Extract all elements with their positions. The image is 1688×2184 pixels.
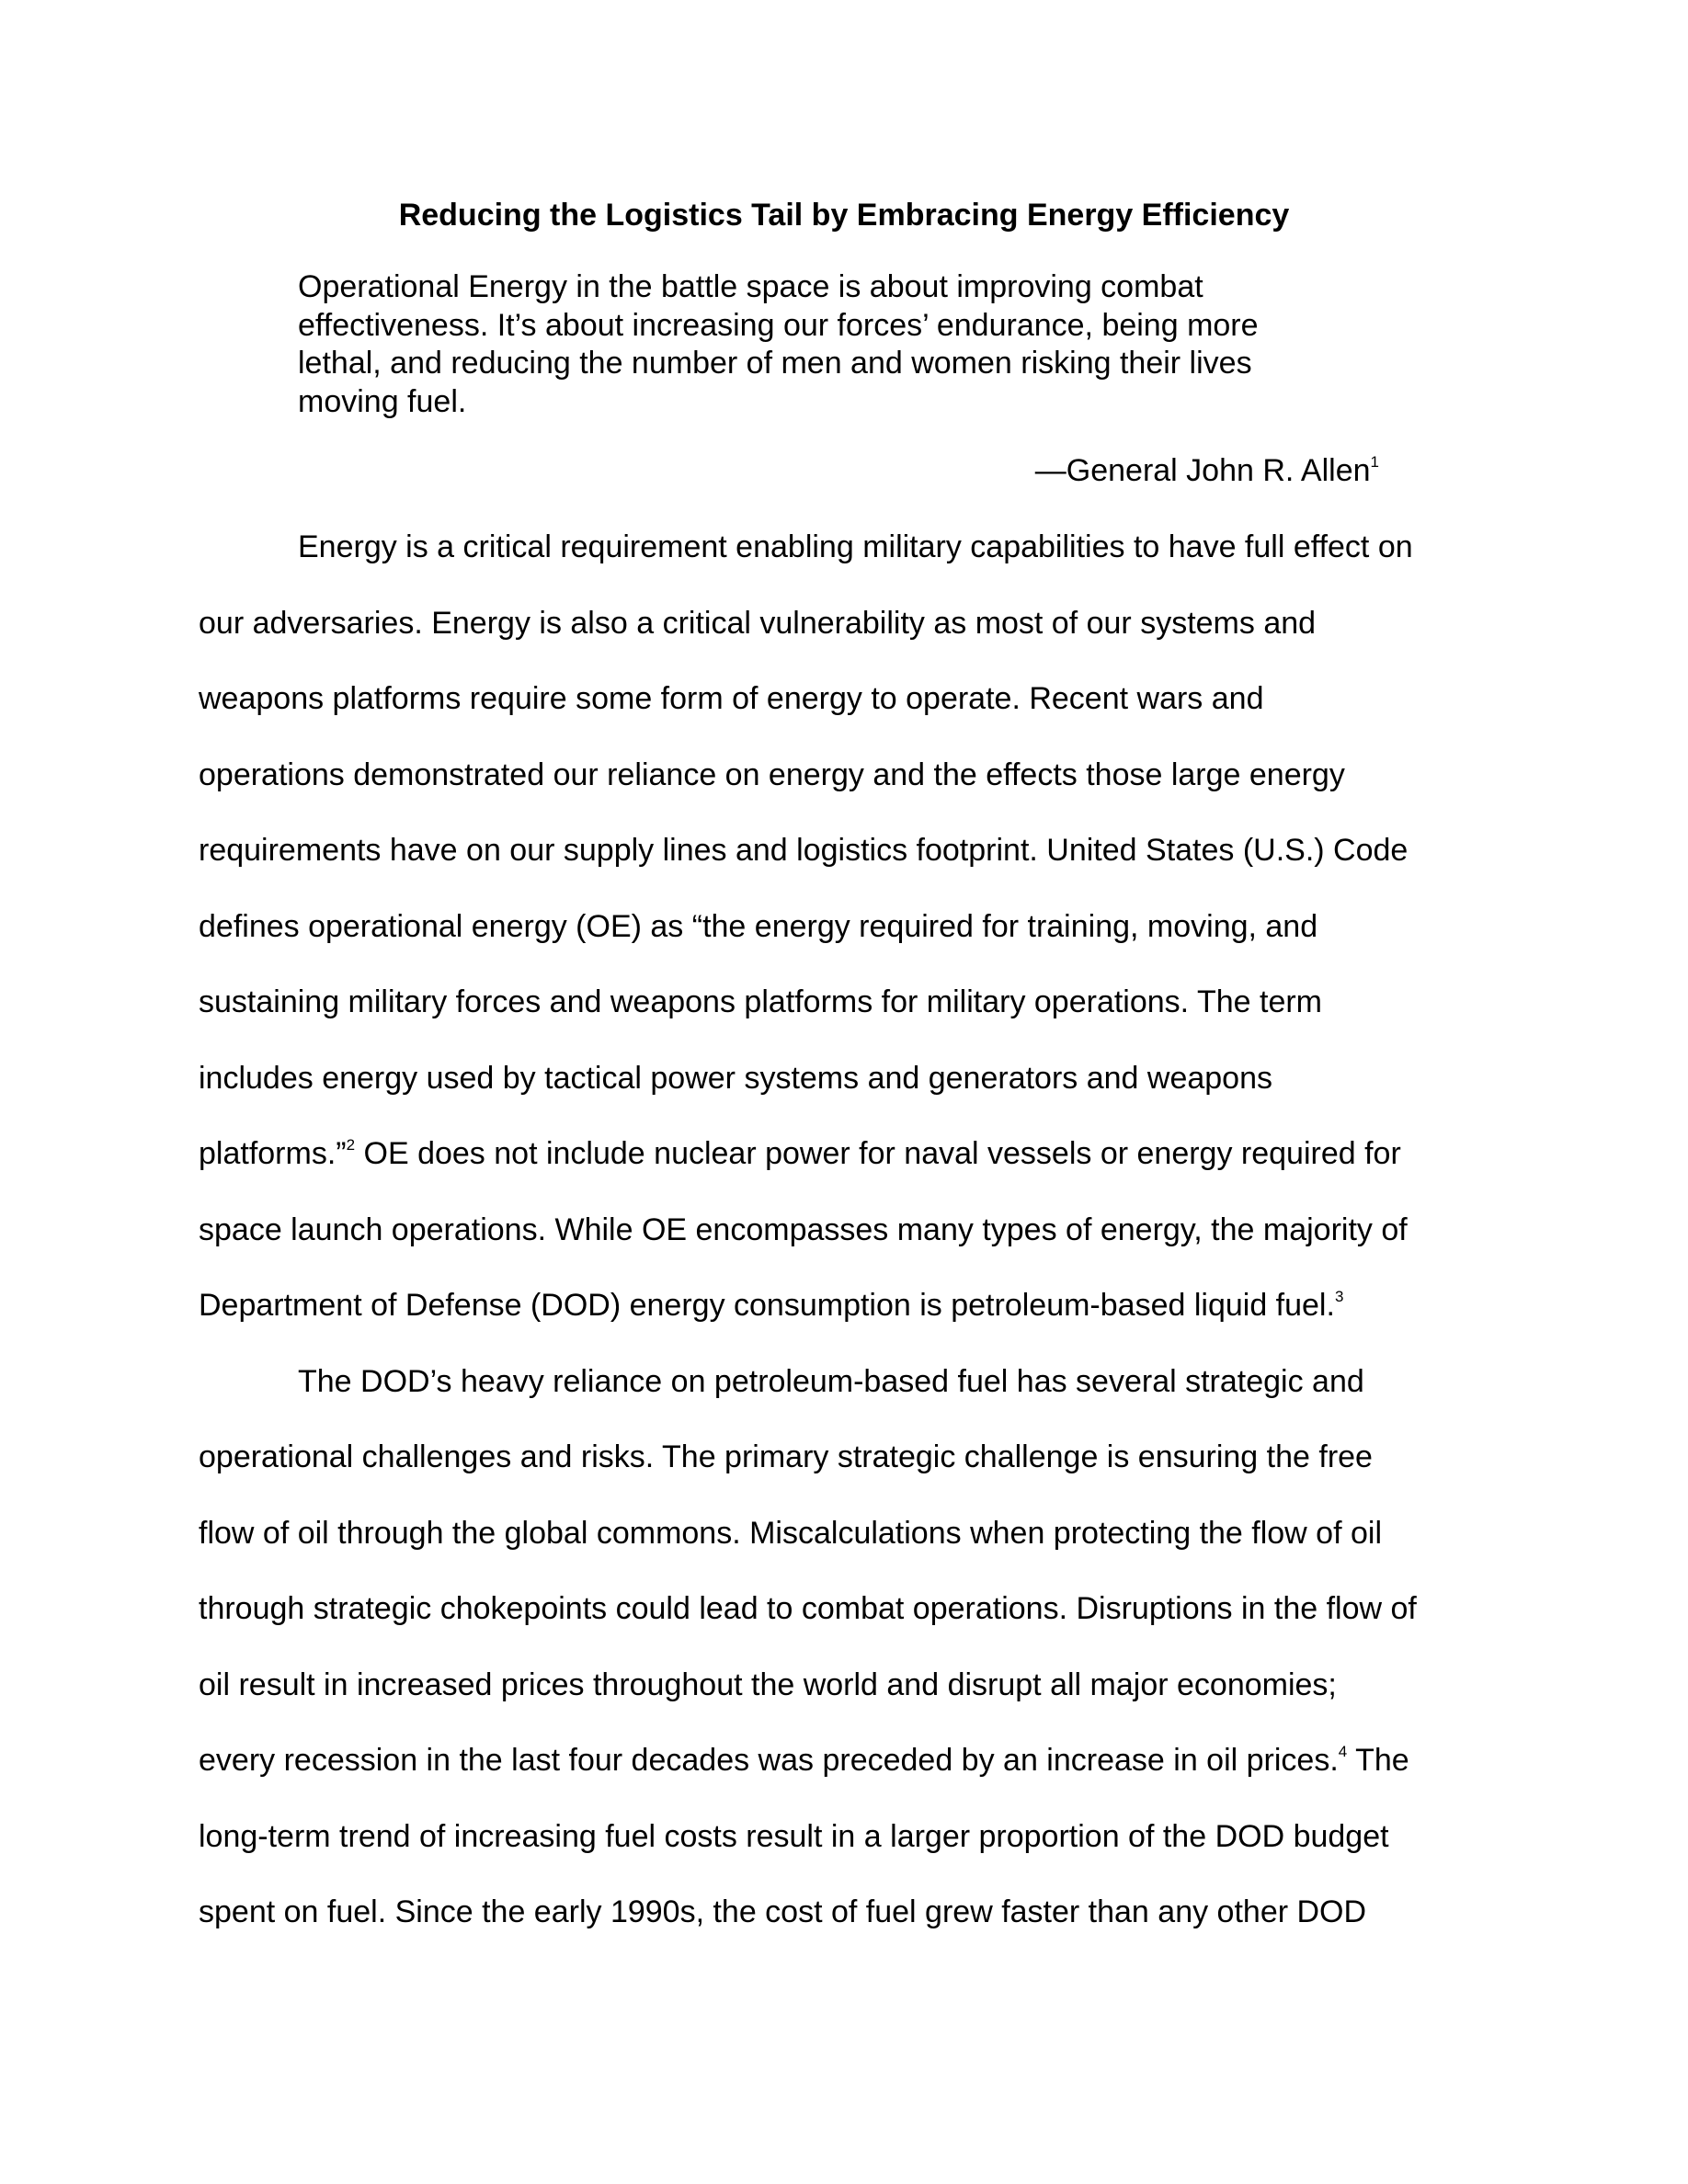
paragraph-line: Energy is a critical requirement enabling military capabilities to have full effect on — [298, 529, 1413, 564]
paragraph-line: oil result in increased prices throughout the world and disrupt all major economies; — [199, 1666, 1337, 1702]
paragraph-line: operations demonstrated our reliance on energy and the effects those large energy — [199, 756, 1345, 792]
body-text — [199, 527, 1504, 1968]
epigraph-line: lethal, and reducing the number of men and women risking their lives — [298, 346, 1252, 381]
paragraph-line: through strategic chokepoints could lead to combat operations. Disruptions in the flow of — [199, 1591, 1417, 1626]
paragraph-line — [199, 1285, 1504, 1361]
paragraph-line: weapons platforms require some form of energy to operate. Recent wars and — [199, 681, 1264, 716]
line-text: every recession in the last four decades was preceded by an increase in oil prices. — [199, 1743, 1339, 1778]
paragraph-line: our adversaries. Energy is also a critical vulnerability as most of our systems and — [199, 605, 1317, 641]
document-title: Reducing the Logistics Tail by Embracing Energy Efficiency — [398, 198, 1290, 233]
epigraph-line: Operational Energy in the battle space is about improving combat — [298, 269, 1203, 304]
paragraph-line: includes energy used by tactical power systems and generators and weapons — [199, 1060, 1273, 1096]
line-text: platforms.” — [199, 1136, 347, 1171]
paragraph-line — [199, 1133, 1504, 1210]
paragraph-line: long-term trend of increasing fuel costs result in a larger proportion of the DOD budget — [199, 1818, 1389, 1854]
paragraph-line: requirements have on our supply lines and logistics footprint. United States (U.S.) Code — [199, 833, 1409, 868]
paragraph-line: flow of oil through the global commons. Miscalculations when protecting the flow of oil — [199, 1515, 1383, 1551]
epigraph-attribution — [1035, 450, 1379, 491]
paragraph-line: defines operational energy (OE) as “the energy required for training, moving, and — [199, 908, 1318, 944]
epigraph-line: moving fuel. — [298, 383, 467, 419]
footnote-marker: 3 — [1334, 1288, 1344, 1305]
paragraph-line: operational challenges and risks. The primary strategic challenge is ensuring the free — [199, 1439, 1373, 1474]
paragraph-line — [199, 1740, 1504, 1816]
paragraph-line: spent on fuel. Since the early 1990s, the cost of fuel grew faster than any other DOD — [199, 1894, 1367, 1929]
epigraph-quote — [298, 268, 1346, 421]
paragraph-line: space launch operations. While OE encompasses many types of energy, the majority of — [199, 1211, 1408, 1247]
paragraph-line: sustaining military forces and weapons platforms for military operations. The term — [199, 984, 1322, 1019]
attribution-text: —General John R. Allen — [1034, 453, 1371, 488]
footnote-marker: 4 — [1338, 1743, 1348, 1760]
paragraph-line: The DOD’s heavy reliance on petroleum-based fuel has several strategic and — [298, 1363, 1364, 1399]
line-text: The — [1347, 1743, 1409, 1778]
footnote-marker: 1 — [1370, 453, 1379, 471]
footnote-marker: 2 — [346, 1136, 356, 1154]
line-text: OE does not include nuclear power for naval vessels or energy required for — [355, 1136, 1401, 1171]
line-text: Department of Defense (DOD) energy consumption is petroleum-based liquid fuel. — [199, 1288, 1335, 1323]
epigraph-line: effectiveness. It’s about increasing our forces’ endurance, being more — [298, 307, 1259, 343]
